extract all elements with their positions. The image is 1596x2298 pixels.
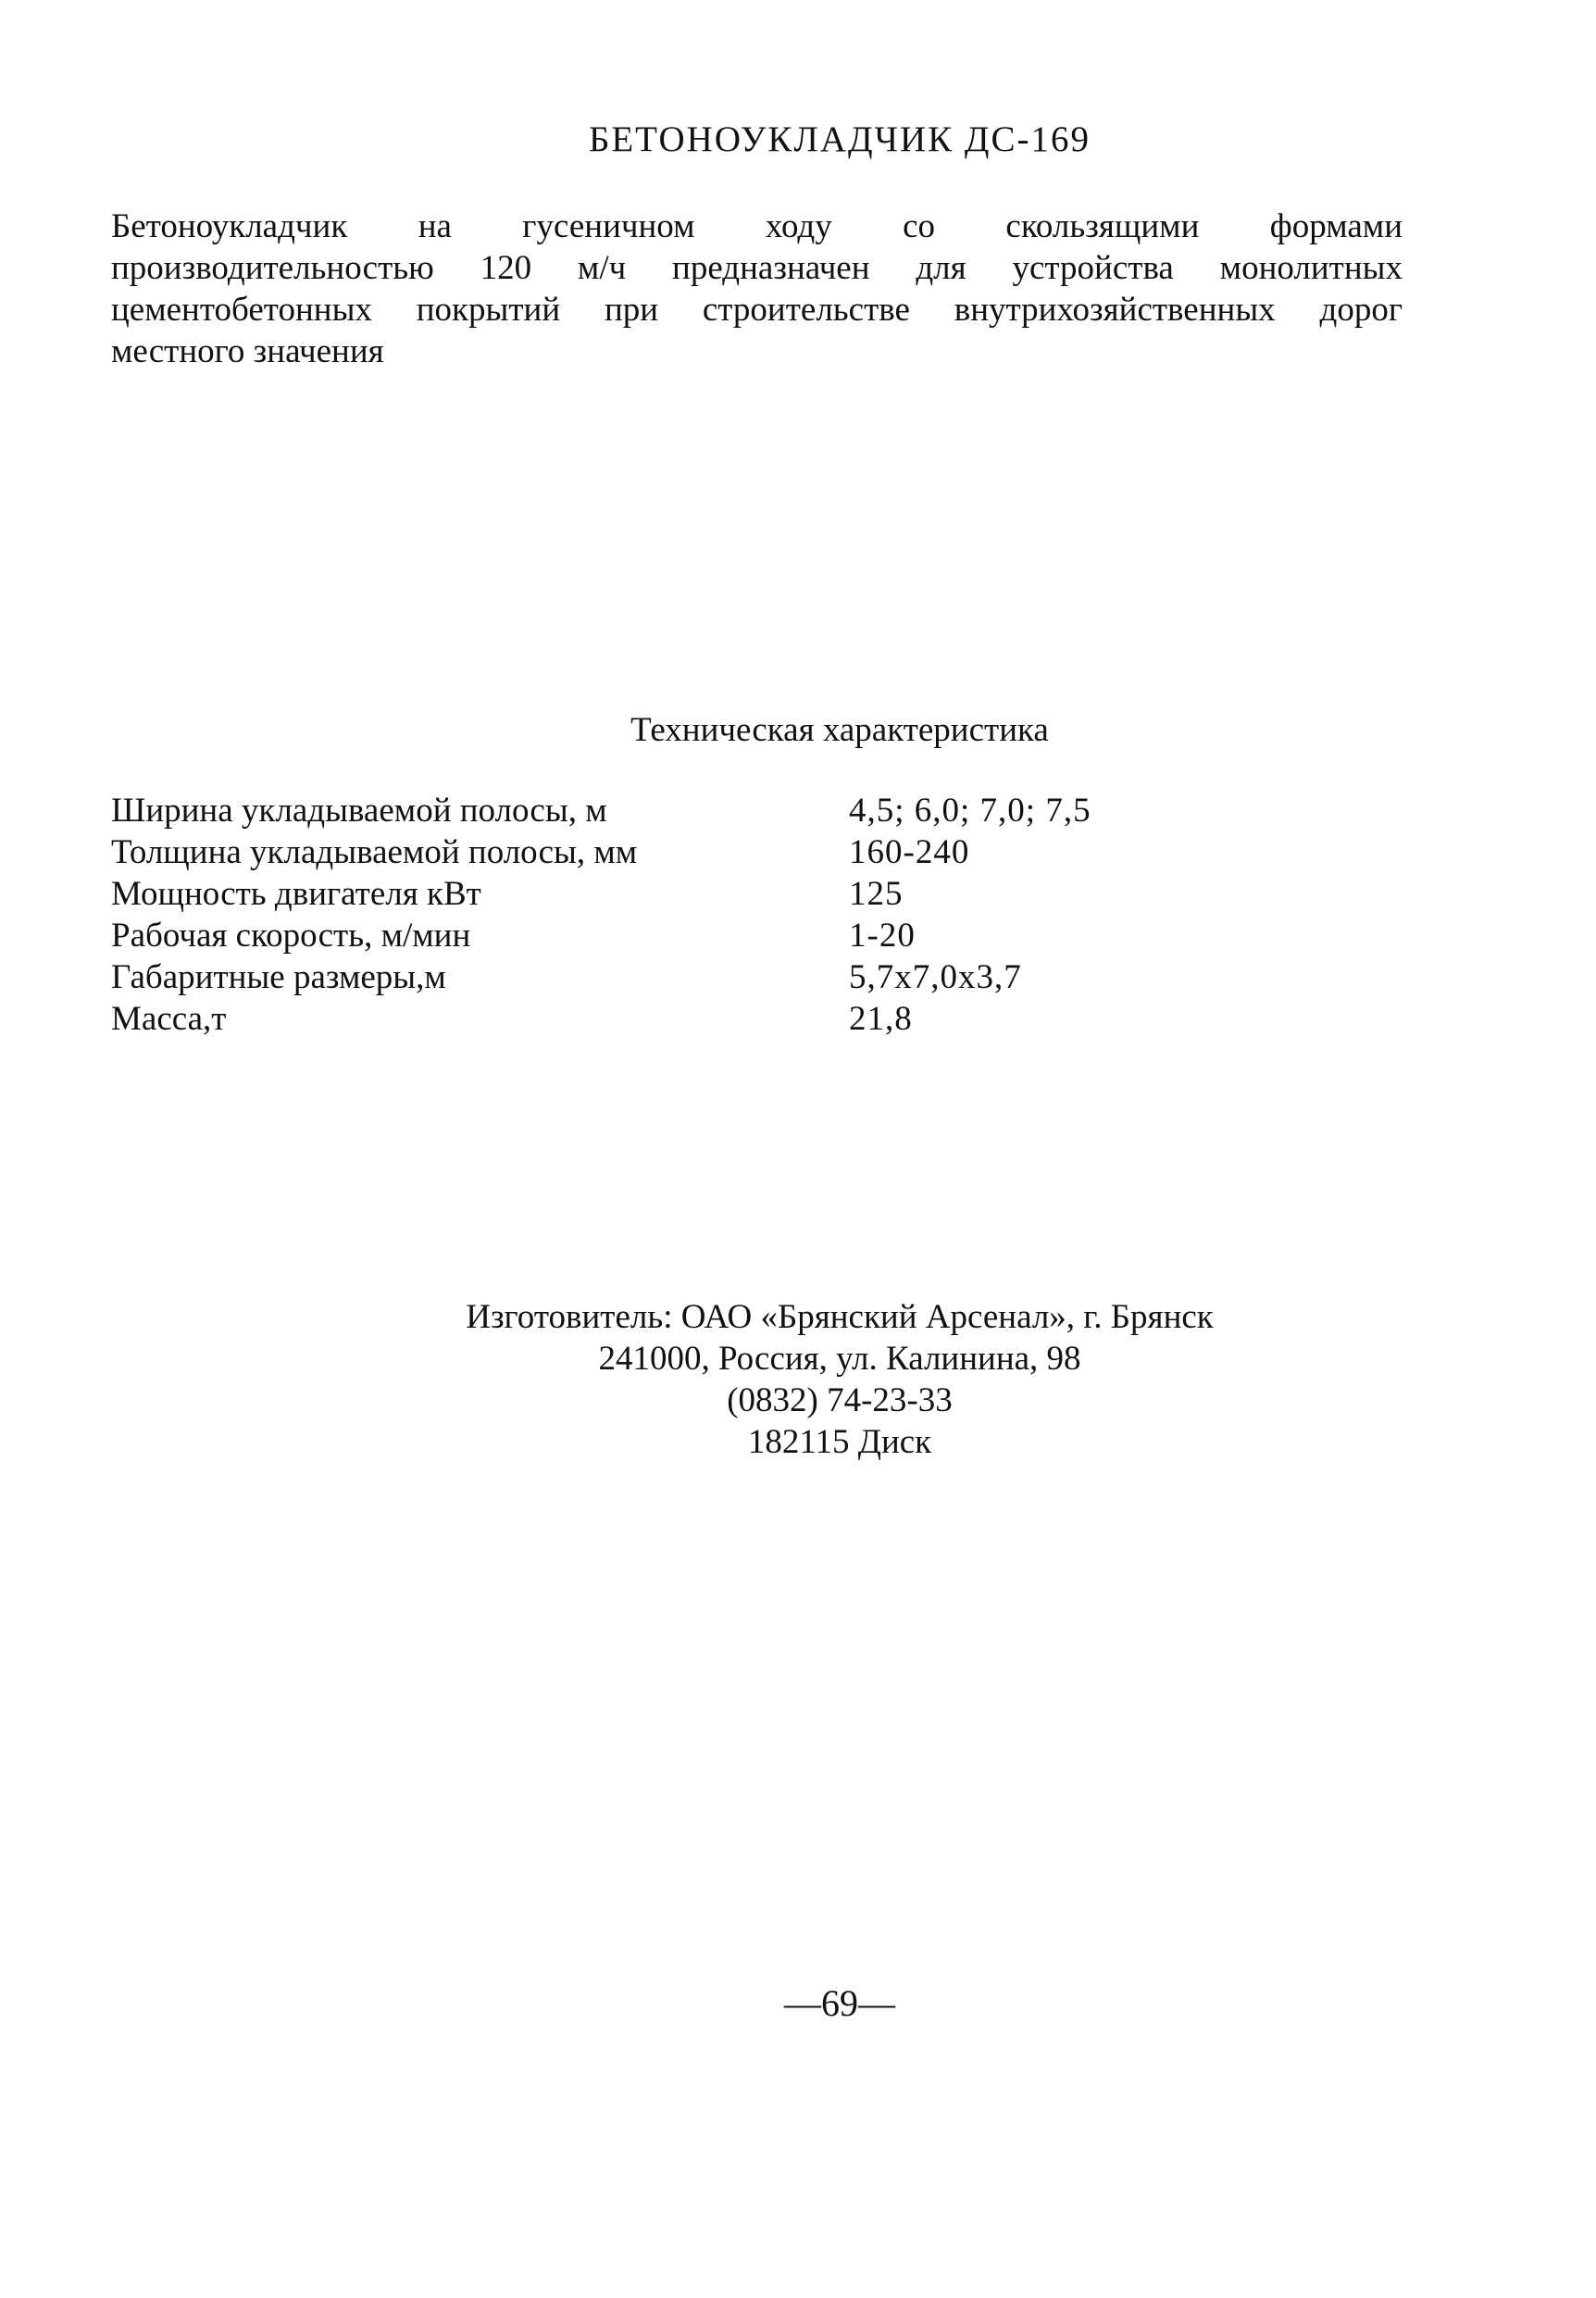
- intro-line: местного значения: [111, 332, 384, 370]
- page-number: —69—: [784, 1982, 895, 2024]
- document-title: БЕТОНОУКЛАДЧИК ДС-169: [588, 119, 1091, 159]
- manufacturer-address: 241000, Россия, ул. Калинина, 98: [598, 1340, 1081, 1378]
- specs-heading: Техническая характеристика: [630, 711, 1049, 749]
- spec-row: [111, 956, 1315, 998]
- spec-value: 125: [849, 875, 904, 913]
- spec-row: [111, 998, 1315, 1040]
- spec-label: Масса,т: [111, 1000, 227, 1038]
- manufacturer-block: [83, 1296, 1596, 1463]
- spec-row: [111, 790, 1315, 831]
- spec-row: [111, 831, 1315, 873]
- spec-row: [111, 915, 1315, 956]
- spec-label: Рабочая скорость, м/мин: [111, 917, 471, 955]
- spec-value: 4,5; 6,0; 7,0; 7,5: [849, 792, 1091, 830]
- intro-line: Бетоноукладчик на гусеничном ходу со скользящими формами: [111, 207, 1403, 245]
- spec-label: Мощность двигателя кВт: [111, 875, 481, 913]
- spec-label: Ширина укладываемой полосы, м: [111, 792, 607, 830]
- intro-line: производительностью 120 м/ч предназначен для устройства монолитных: [111, 249, 1403, 287]
- spec-value: 160-240: [849, 833, 970, 871]
- manufacturer-phone: (0832) 74-23-33: [727, 1381, 953, 1419]
- spec-label: Габаритные размеры,м: [111, 958, 446, 996]
- manufacturer-code: 182115 Диск: [747, 1423, 932, 1461]
- intro-line: цементобетонных покрытий при строительстве внутрихозяйственных дорог: [111, 291, 1403, 329]
- spec-label: Толщина укладываемой полосы, мм: [111, 833, 638, 871]
- intro-paragraph: [111, 206, 1403, 372]
- spec-value: 21,8: [849, 1000, 913, 1038]
- spec-row: [111, 873, 1315, 915]
- spec-value: 5,7х7,0х3,7: [849, 958, 1022, 996]
- manufacturer-name: Изготовитель: ОАО «Брянский Арсенал», г. Брянск: [466, 1298, 1214, 1336]
- spec-value: 1-20: [849, 917, 916, 955]
- specs-table: [111, 790, 1315, 1040]
